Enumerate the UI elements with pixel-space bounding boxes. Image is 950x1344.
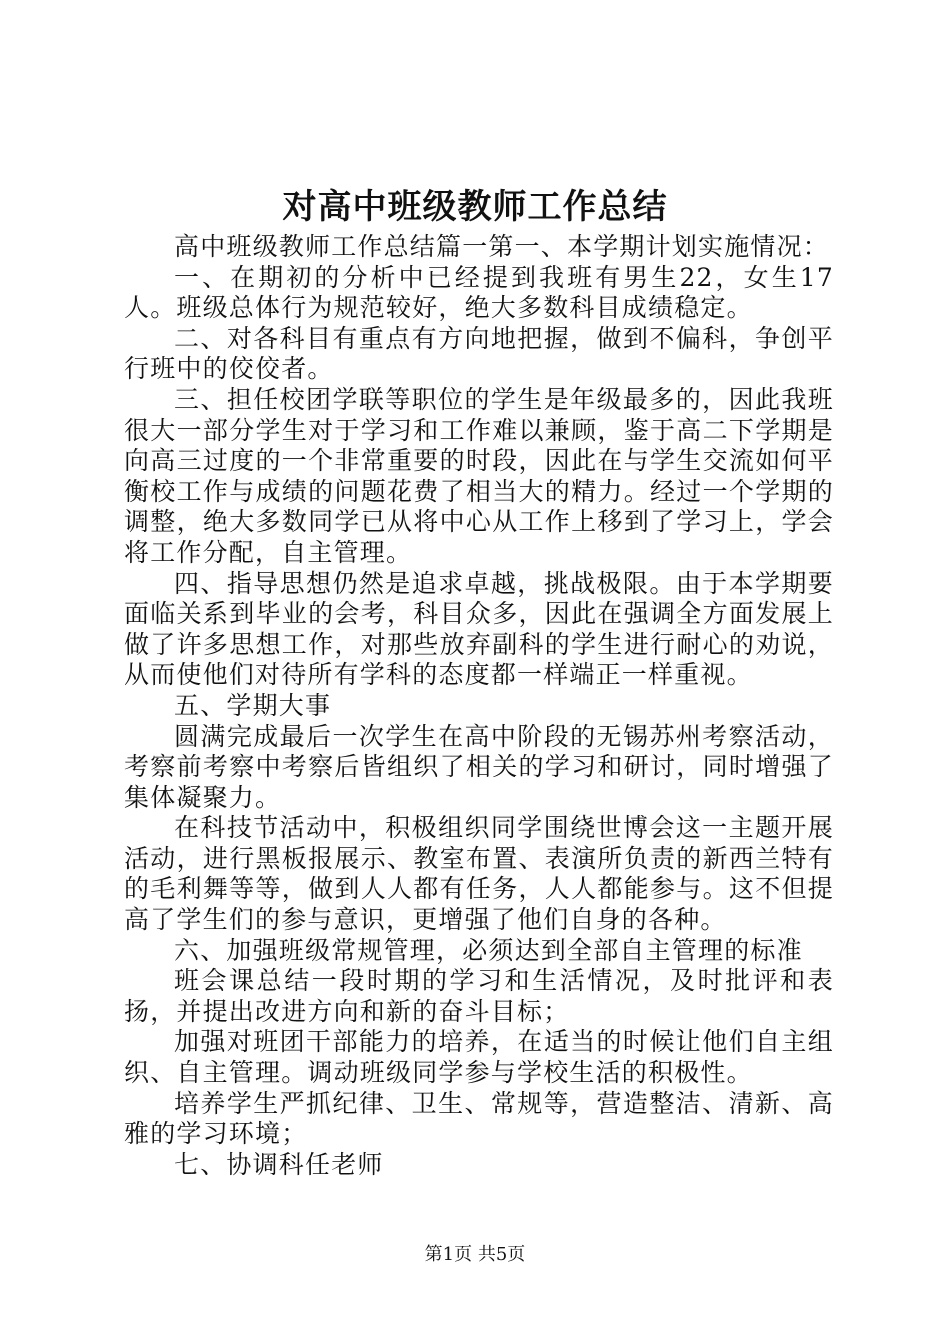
paragraph-intro: 高中班级教师工作总结篇一第一、本学期计划实施情况： xyxy=(174,232,830,261)
paragraph-section-1: 一、在期初的分析中已经提到我班有男生22，女生17人。班级总体行为规范较好，绝大多数科目成绩稳定。 xyxy=(124,262,834,323)
paragraph-section-6-heading: 六、加强班级常规管理，必须达到全部自主管理的标准 xyxy=(174,935,803,965)
paragraph-event-trip: 圆满完成最后一次学生在高中阶段的无锡苏州考察活动，考察前考察中考察后皆组织了相关的学习和研讨，同时增强了集体凝聚力。 xyxy=(124,721,834,812)
paragraph-section-2: 二、对各科目有重点有方向地把握，做到不偏科，争创平行班中的佼佼者。 xyxy=(124,323,834,384)
document-body xyxy=(124,232,834,1180)
paragraph-section-5-heading: 五、学期大事 xyxy=(174,690,332,720)
paragraph-section-7-heading: 七、协调科任老师 xyxy=(174,1149,384,1179)
paragraph-cadre-training: 加强对班团干部能力的培养，在适当的时候让他们自主组织、自主管理。调动班级同学参与学校生活的积极性。 xyxy=(124,1027,834,1088)
paragraph-section-4: 四、指导思想仍然是追求卓越，挑战极限。由于本学期要面临关系到毕业的会考，科目众多，因此在强调全方面发展上做了许多思想工作，对那些放弃副科的学生进行耐心的劝说，从而使他们对待所有学科的态度都一样端正一样重视。 xyxy=(124,568,834,690)
page-footer: 第1页 共5页 xyxy=(424,1244,526,1265)
paragraph-class-meeting: 班会课总结一段时期的学习和生活情况，及时批评和表扬，并提出改进方向和新的奋斗目标； xyxy=(124,966,834,1026)
paragraph-section-3: 三、担任校团学联等职位的学生是年级最多的，因此我班很大一部分学生对于学习和工作难以兼顾，鉴于高二下学期是向高三过度的一个非常重要的时段，因此在与学生交流如何平衡校工作与成绩的问题花费了相当大的精力。经过一个学期的调整，绝大多数同学已从将中心从工作上移到了学习上，学会将工作分配，自主管理。 xyxy=(124,384,834,567)
document-title: 对高中班级教师工作总结 xyxy=(282,187,668,227)
paragraph-discipline: 培养学生严抓纪律、卫生、常规等，营造整洁、清新、高雅的学习环境； xyxy=(124,1088,834,1149)
paragraph-event-science-festival: 在科技节活动中，积极组织同学围绕世博会这一主题开展活动，进行黑板报展示、教室布置、表演所负责的新西兰特有的毛利舞等等，做到人人都有任务，人人都能参与。这不但提高了学生们的参与意识，更增强了他们自身的各种。 xyxy=(124,813,834,935)
